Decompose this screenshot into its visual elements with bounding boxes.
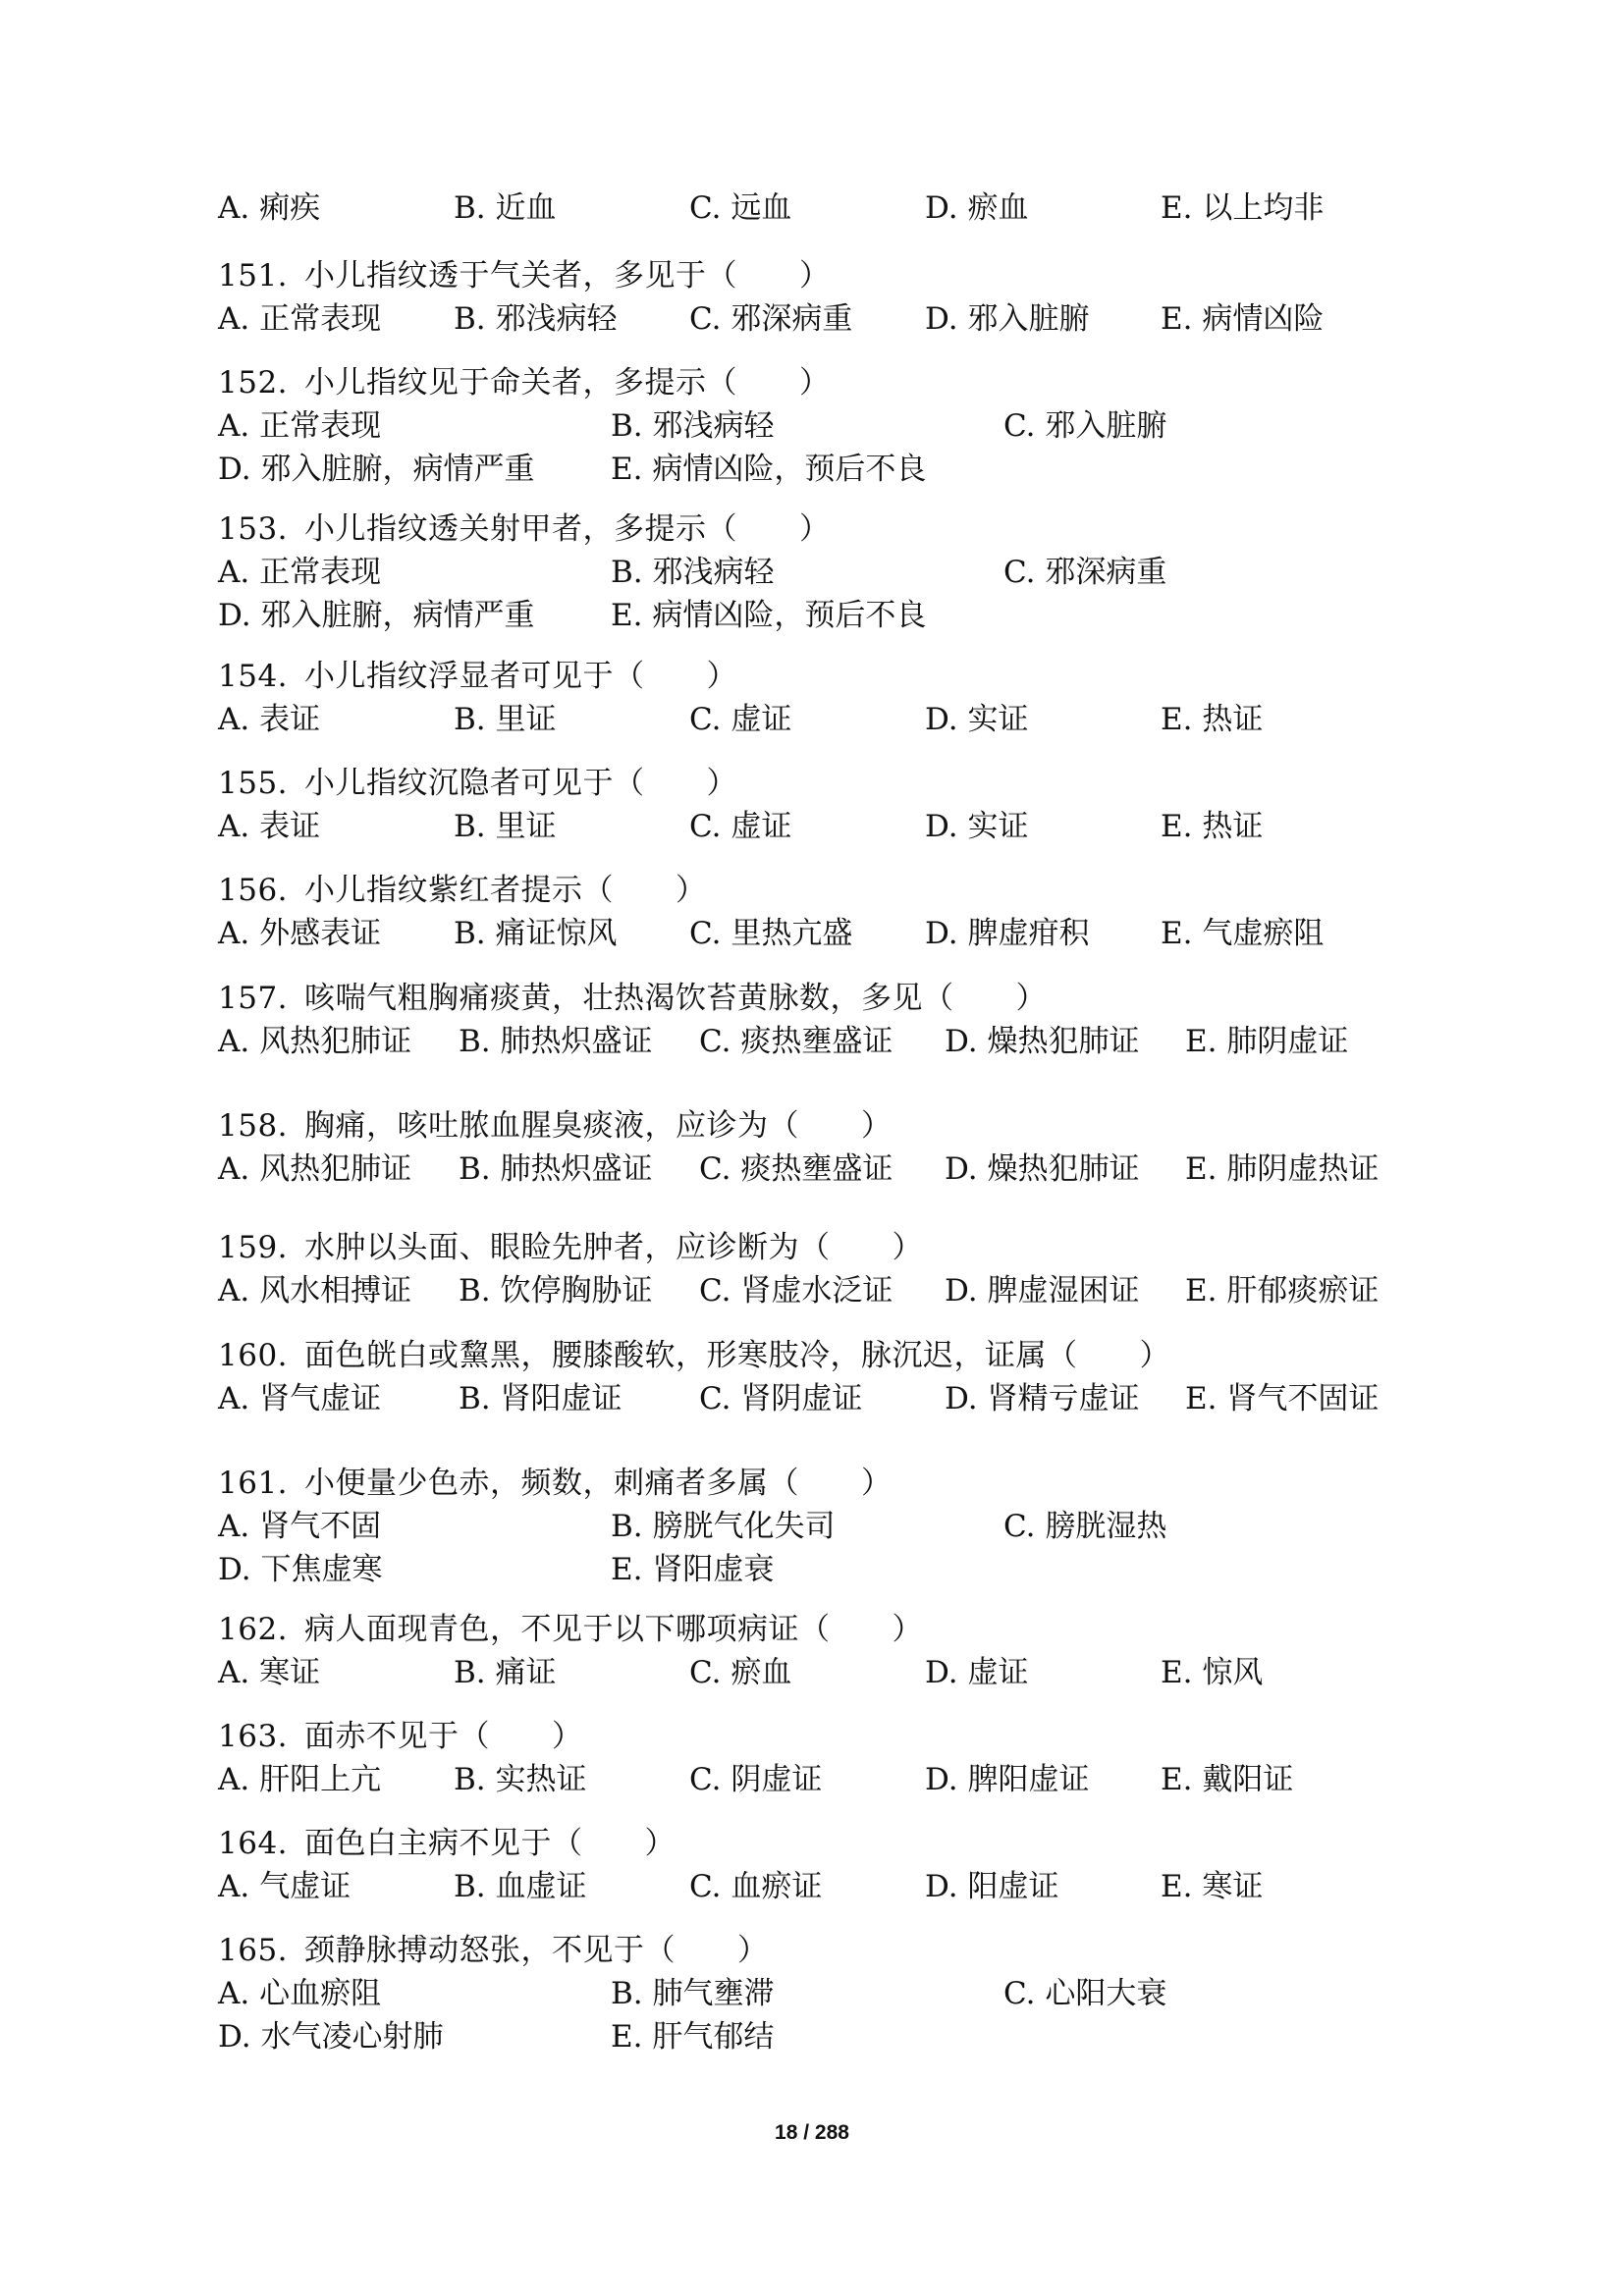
option-row [218, 1020, 1435, 1063]
option-row [218, 1651, 1435, 1694]
question-block [218, 1608, 1435, 1694]
answer-option: E. 以上均非 [1161, 190, 1325, 226]
answer-option: E. 气虚瘀阻 [1161, 916, 1325, 951]
answer-option: B. 肺气壅滞 [611, 1976, 775, 2011]
answer-option: A. 正常表现 [218, 301, 382, 337]
option-row [218, 1548, 1435, 1591]
answer-option: A. 寒证 [218, 1655, 321, 1690]
question-number: 163. [218, 1719, 289, 1754]
option-row [218, 404, 1435, 448]
question-block [218, 1822, 1435, 1908]
option-row [218, 1505, 1435, 1548]
answer-option: D. 虚证 [925, 1655, 1029, 1690]
question-number: 164. [218, 1826, 289, 1861]
answer-option: E. 肝气郁结 [611, 2019, 775, 2055]
option-row [218, 594, 1435, 637]
answer-option: E. 戴阳证 [1161, 1762, 1294, 1797]
answer-option: A. 肝阳上亢 [218, 1762, 382, 1797]
answer-option: A. 痢疾 [218, 190, 321, 226]
answer-option: A. 风热犯肺证 [218, 1024, 412, 1059]
question-stem [218, 1715, 1435, 1758]
answer-option: B. 血虚证 [454, 1869, 587, 1904]
answer-option: A. 肾气虚证 [218, 1381, 382, 1416]
answer-option: C. 血瘀证 [689, 1869, 823, 1904]
question-block [218, 1334, 1435, 1420]
answer-option: C. 阴虚证 [689, 1762, 823, 1797]
answer-option: D. 瘀血 [925, 190, 1029, 226]
question-block [218, 762, 1435, 848]
question-number: 157. [218, 981, 289, 1016]
question-number: 160. [218, 1338, 289, 1373]
answer-option: D. 脾虚湿困证 [945, 1273, 1140, 1308]
question-stem [218, 1334, 1435, 1377]
question-text: 面赤不见于（ ） [304, 1719, 583, 1754]
question-number: 152. [218, 365, 289, 400]
question-stem [218, 1104, 1435, 1148]
question-stem [218, 1929, 1435, 1972]
question-text: 小儿指纹透关射甲者，多提示（ ） [304, 511, 831, 547]
option-row [218, 1269, 1435, 1312]
question-text: 病人面现青色，不见于以下哪项病证（ ） [304, 1612, 923, 1647]
answer-option: E. 肾气不固证 [1185, 1381, 1380, 1416]
answer-option: B. 近血 [454, 190, 557, 226]
question-number: 158. [218, 1108, 289, 1144]
question-text: 小儿指纹见于命关者，多提示（ ） [304, 365, 831, 400]
answer-option: D. 实证 [925, 702, 1029, 737]
answer-option: E. 热证 [1161, 809, 1264, 844]
answer-option: E. 肾阳虚衰 [611, 1552, 775, 1587]
answer-option: B. 肺热炽盛证 [459, 1024, 653, 1059]
question-block [218, 1104, 1435, 1191]
question-number: 159. [218, 1230, 289, 1265]
page-number: 18 / 288 [775, 2121, 849, 2144]
answer-option: D. 脾虚疳积 [925, 916, 1090, 951]
question-text: 胸痛，咳吐脓血腥臭痰液，应诊为（ ） [304, 1108, 893, 1144]
answer-option: B. 里证 [454, 702, 557, 737]
question-text: 小儿指纹透于气关者，多见于（ ） [304, 258, 831, 294]
option-row [218, 551, 1435, 594]
question-block [218, 655, 1435, 741]
answer-option: A. 表证 [218, 809, 321, 844]
answer-option: B. 邪浅病轻 [454, 301, 618, 337]
question-block [218, 1929, 1435, 2058]
question-text: 面色㿠白或黧黑，腰膝酸软，形寒肢冷，脉沉迟，证属（ ） [304, 1338, 1170, 1373]
answer-option: C. 虚证 [689, 809, 792, 844]
question-block [218, 1715, 1435, 1801]
question-text: 小儿指纹紫红者提示（ ） [304, 873, 707, 908]
answer-option: B. 痛证惊风 [454, 916, 618, 951]
answer-option: A. 正常表现 [218, 408, 382, 444]
question-stem [218, 1608, 1435, 1651]
answer-option: C. 里热亢盛 [689, 916, 853, 951]
question-stem [218, 655, 1435, 698]
answer-option: C. 膀胱湿热 [1003, 1509, 1167, 1544]
answer-option: D. 阳虚证 [925, 1869, 1059, 1904]
question-stem [218, 977, 1435, 1020]
answer-option: C. 痰热壅盛证 [699, 1024, 893, 1059]
answer-option: E. 肺阴虚热证 [1185, 1151, 1380, 1187]
answer-option: C. 虚证 [689, 702, 792, 737]
question-stem [218, 869, 1435, 912]
answer-option: D. 下焦虚寒 [218, 1552, 383, 1587]
question-stem [218, 507, 1435, 551]
answer-option: E. 寒证 [1161, 1869, 1264, 1904]
option-row [218, 1148, 1435, 1191]
answer-option: E. 热证 [1161, 702, 1264, 737]
answer-option: B. 痛证 [454, 1655, 557, 1690]
answer-option: D. 邪入脏腑，病情严重 [218, 598, 535, 633]
answer-option: B. 肾阳虚证 [459, 1381, 623, 1416]
answer-option: C. 痰热壅盛证 [699, 1151, 893, 1187]
answer-option: E. 病情凶险 [1161, 301, 1325, 337]
option-row [218, 448, 1435, 491]
answer-option: A. 风热犯肺证 [218, 1151, 412, 1187]
answer-option: B. 饮停胸胁证 [459, 1273, 653, 1308]
question-stem [218, 361, 1435, 404]
question-block [218, 977, 1435, 1063]
answer-option: E. 肝郁痰瘀证 [1185, 1273, 1380, 1308]
question-block [218, 1226, 1435, 1312]
answer-option: B. 实热证 [454, 1762, 587, 1797]
question-stem [218, 254, 1435, 297]
answer-option: E. 病情凶险，预后不良 [611, 598, 927, 633]
question-text: 水肿以头面、眼睑先肿者，应诊断为（ ） [304, 1230, 923, 1265]
answer-option: B. 肺热炽盛证 [459, 1151, 653, 1187]
answer-option: C. 邪深病重 [1003, 555, 1167, 590]
answer-option: E. 惊风 [1161, 1655, 1264, 1690]
answer-option: A. 心血瘀阻 [218, 1976, 382, 2011]
answer-option: C. 瘀血 [689, 1655, 792, 1690]
option-row [218, 1865, 1435, 1908]
answer-option: B. 邪浅病轻 [611, 408, 775, 444]
question-number: 161. [218, 1466, 289, 1501]
option-row [218, 187, 1435, 230]
question-text: 小儿指纹沉隐者可见于（ ） [304, 766, 737, 801]
answer-option: A. 气虚证 [218, 1869, 352, 1904]
answer-option: A. 外感表证 [218, 916, 382, 951]
question-number: 165. [218, 1933, 289, 1968]
question-number: 155. [218, 766, 289, 801]
answer-option: C. 肾阴虚证 [699, 1381, 863, 1416]
question-text: 小儿指纹浮显者可见于（ ） [304, 659, 737, 694]
answer-option: B. 里证 [454, 809, 557, 844]
answer-option: B. 膀胱气化失司 [611, 1509, 836, 1544]
question-stem [218, 1822, 1435, 1865]
option-row [218, 698, 1435, 741]
question-stem [218, 1462, 1435, 1505]
question-number: 156. [218, 873, 289, 908]
question-number: 153. [218, 511, 289, 547]
answer-option: E. 肺阴虚证 [1185, 1024, 1349, 1059]
option-row [218, 805, 1435, 848]
answer-option: D. 水气凌心射肺 [218, 2019, 444, 2055]
answer-option: C. 邪深病重 [689, 301, 853, 337]
answer-option: D. 燥热犯肺证 [945, 1024, 1140, 1059]
answer-option: D. 实证 [925, 809, 1029, 844]
question-block [218, 254, 1435, 341]
option-row [218, 1972, 1435, 2015]
answer-option: B. 邪浅病轻 [611, 555, 775, 590]
answer-option: A. 肾气不固 [218, 1509, 382, 1544]
answer-option: C. 邪入脏腑 [1003, 408, 1167, 444]
question-number: 154. [218, 659, 289, 694]
question-block [218, 361, 1435, 491]
question-block [218, 1462, 1435, 1591]
option-row [218, 297, 1435, 341]
question-stem [218, 1226, 1435, 1269]
question-text: 颈静脉搏动怒张，不见于（ ） [304, 1933, 769, 1968]
answer-option: C. 远血 [689, 190, 792, 226]
answer-option: A. 风水相搏证 [218, 1273, 412, 1308]
answer-option: C. 肾虚水泛证 [699, 1273, 893, 1308]
answer-option: A. 正常表现 [218, 555, 382, 590]
answer-option: A. 表证 [218, 702, 321, 737]
question-number: 162. [218, 1612, 289, 1647]
question-number: 151. [218, 258, 289, 294]
option-row [218, 1758, 1435, 1801]
question-text: 面色白主病不见于（ ） [304, 1826, 676, 1861]
question-block [218, 507, 1435, 637]
answer-option: D. 燥热犯肺证 [945, 1151, 1140, 1187]
answer-option: C. 心阳大衰 [1003, 1976, 1167, 2011]
answer-option: D. 肾精亏虚证 [945, 1381, 1140, 1416]
option-row [218, 2015, 1435, 2058]
option-row [218, 1377, 1435, 1420]
question-text: 咳喘气粗胸痛痰黄，壮热渴饮苔黄脉数，多见（ ） [304, 981, 1047, 1016]
answer-option: D. 脾阳虚证 [925, 1762, 1090, 1797]
answer-option: D. 邪入脏腑 [925, 301, 1090, 337]
question-stem [218, 762, 1435, 805]
question-text: 小便量少色赤，频数，刺痛者多属（ ） [304, 1466, 893, 1501]
option-row [218, 912, 1435, 955]
answer-option: E. 病情凶险，预后不良 [611, 452, 927, 487]
question-block [218, 187, 1435, 230]
answer-option: D. 邪入脏腑，病情严重 [218, 452, 535, 487]
question-block [218, 869, 1435, 955]
